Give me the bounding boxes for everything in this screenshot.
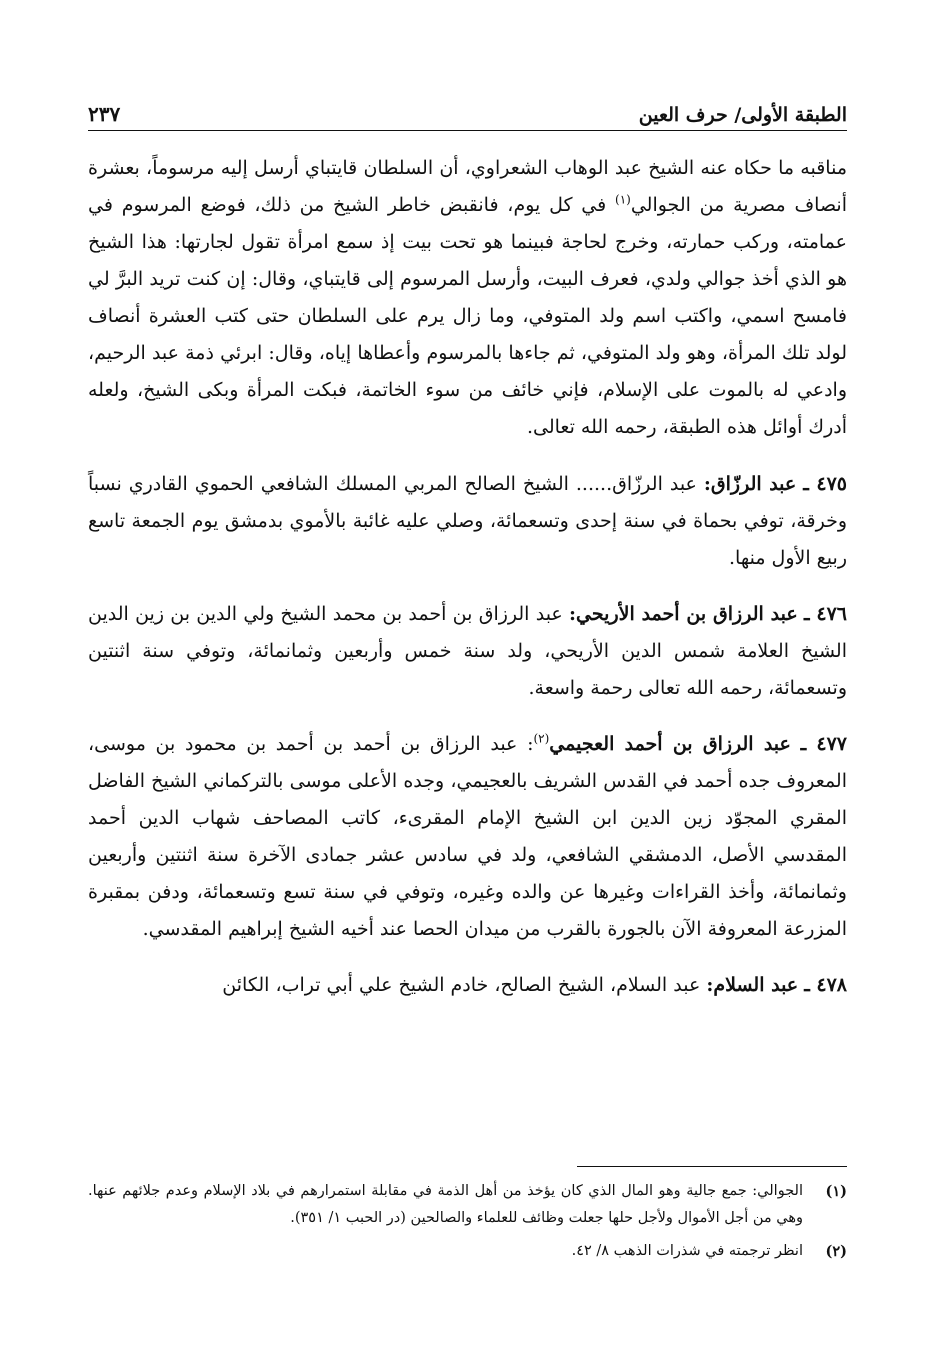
entry-text: : عبد الرزاق بن أحمد بن أحمد بن محمود بن موسى، المعروف جده أحمد في القدس الشريف بالعجيمي، وجده الأعلى موسى بالتركماني الشيخ الفاضل المقري المجوّد زين الدين ابن الشيخ الإمام المقرىء، كاتب المصاحف شهاب الدين أحمد المقدسي الأصل، الدمشقي الشافعي، ولد في سادس عشر جمادى الآخرة سنة اثنتين وأربعين وثمانمائة، وأخذ القراءات وغيرها عن والده وغيره، وتوفي في سنة تسع وتسعمائة، ودفن بمقبرة المزرعة المعروفة الآن بالجورة بالقرب من ميدان الحصا عند أخيه الشيخ إبراهيم المقدسي. bbox=[88, 733, 847, 940]
footnote-text: انظر ترجمته في شذرات الذهب ٨/ ٤٢. bbox=[571, 1243, 803, 1259]
entry-name: عبد الرزاق بن أحمد الأريحي: bbox=[569, 603, 798, 625]
entry-paragraph bbox=[88, 967, 847, 1004]
continuation-text: مناقبه ما حكاه عنه الشيخ عبد الوهاب الشعراوي، أن السلطان قايتباي أرسل إليه مرسوماً، بعشرة أنصاف مصرية من الجوالي bbox=[88, 157, 847, 216]
main-text bbox=[88, 150, 847, 1023]
entry-text: عبد الرزّاق...... الشيخ الصالح المربي المسلك الشافعي الحموي القادري نسباً وخرقة، توفي بحماة في سنة إحدى وتسعمائة، وصلي عليه غائبة بالأموي بدمشق يوم الجمعة تاسع ربيع الأول منها. bbox=[88, 473, 847, 569]
page-header bbox=[88, 86, 847, 126]
entry-name: عبد الرزاق بن أحمد العجيمي bbox=[549, 733, 791, 755]
page-number: ٢٣٧ bbox=[88, 102, 121, 126]
entry-text: عبد الرزاق بن أحمد بن محمد الشيخ ولي الدين بن زين الدين الشيخ العلامة شمس الدين الأريحي، ولد سنة خمس وأربعين وثمانمائة، وتوفي سنة اثنتين وتسعمائة، رحمه الله تعالى رحمة واسعة. bbox=[88, 603, 847, 699]
entry-paragraph bbox=[88, 466, 847, 577]
header-rule bbox=[88, 130, 847, 131]
footnote-ref: (١) bbox=[615, 192, 631, 207]
entry-paragraph bbox=[88, 596, 847, 707]
entry-name: عبد الرزّاق: bbox=[703, 473, 797, 495]
continuation-paragraph bbox=[88, 150, 847, 446]
entry-name: عبد السلام: bbox=[706, 974, 799, 996]
footnote-marker: (٢) bbox=[825, 1243, 847, 1260]
footnote-marker: (١) bbox=[825, 1183, 847, 1200]
footnote bbox=[88, 1238, 847, 1265]
footnotes bbox=[88, 1178, 847, 1271]
entry-number: ٤٧٨ ـ bbox=[804, 974, 847, 996]
entry-paragraph bbox=[88, 726, 847, 948]
footnote-rule bbox=[577, 1166, 847, 1167]
entry-number: ٤٧٦ ـ bbox=[803, 603, 847, 625]
continuation-text-rest: في كل يوم، فانقبض خاطر الشيخ من ذلك، فوضع المرسوم في عمامته، وركب حمارته، وخرج لحاجة فبينما هو تحت بيت إذ سمع امرأة تقول لجارتها: هذا الشيخ هو الذي أخذ جوالي ولدي، فعرف البيت، وأرسل المرسوم إلى قايتباي، وقال: إن كنت تريد البرَّ لي فامسح اسمي، واكتب اسم ولد المتوفي، وما زال يرم على السلطان حتى كتب العشرة أنصاف لولد تلك المرأة، وهو ولد المتوفي، ثم جاءها بالمرسوم وأعطاها إياه، وقال: ابرئي ذمة عبد الرحيم، وادعي له بالموت على الإسلام، فإني خائف من سوء الخاتمة، فبكت المرأة وبكى الشيخ، ولعله أدرك أوائل هذه الطبقة، رحمه الله تعالى. bbox=[88, 194, 847, 438]
footnote bbox=[88, 1178, 847, 1232]
running-head: الطبقة الأولى/ حرف العين bbox=[638, 104, 847, 126]
entry-number: ٤٧٧ ـ bbox=[800, 733, 848, 755]
entry-number: ٤٧٥ ـ bbox=[803, 473, 847, 495]
footnote-text: الجوالي: جمع جالية وهو المال الذي كان يؤخذ من أهل الذمة في مقابلة استمرارهم في بلاد الإسلام وعدم جلائهم عنها. وهي من أجل الأموال ولأجل حلها جعلت وظائف للعلماء والصالحين (در الحبب ١/ ٣٥١). bbox=[88, 1183, 803, 1226]
entry-text: عبد السلام، الشيخ الصالح، خادم الشيخ علي أبي تراب، الكائن bbox=[222, 974, 707, 996]
footnote-ref: (٢) bbox=[533, 731, 550, 746]
